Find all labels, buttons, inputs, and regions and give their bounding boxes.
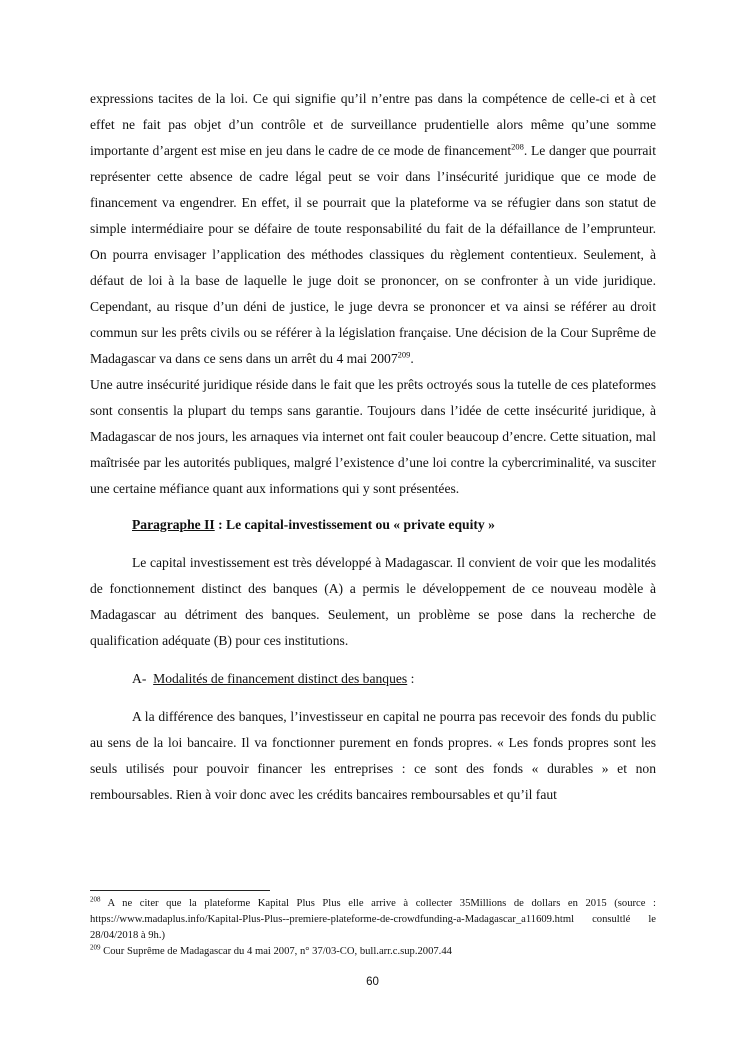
paragraph-1: [90, 86, 656, 372]
subheading-prefix: A-: [132, 671, 154, 686]
footnote-ref-209: 209: [397, 349, 411, 360]
section-heading-title: : Le capital-investissement ou « private equity »: [214, 517, 495, 532]
subheading-label: Modalités de financement distinct des banques: [153, 671, 408, 686]
footnote-text: Cour Suprême de Madagascar du 4 mai 2007, n° 37/03-CO, bull.arr.c.sup.2007.44: [100, 946, 452, 957]
section-heading-label: Paragraphe II: [132, 517, 215, 532]
subheading: [90, 666, 656, 692]
section-heading: [90, 512, 656, 538]
paragraph-1-text-c: .: [410, 351, 414, 366]
paragraph-1-text-b: . Le danger que pourrait représenter cette absence de cadre légal peut se voir dans l’insécurité juridique que ce mode de financement va engendrer. En effet, il se pourrait que la plateforme va se réfugier dans son statut de simple intermédiaire pour se défaire de toute responsabilité du fait de la défaillance de l’emprunteur. On pourra envisager l’application des méthodes classiques du règlement contentieux. Seulement, à défaut de loi à la base de laquelle le juge doit se prononcer, on se confronter à un vide juridique. Cependant, au risque d’un déni de justice, le juge devra se prononcer et va ainsi se référer au droit commun sur les prêts civils ou se référer à la législation française. Une décision de la Cour Suprême de Madagascar va dans ce sens dans un arrêt du 4 mai 2007: [90, 143, 656, 366]
footnote-209: [90, 944, 656, 960]
footnote-208: [90, 896, 656, 944]
footnote-number: 209: [90, 943, 101, 952]
body-text: [90, 86, 656, 808]
paragraph-1-text-a: expressions tacites de la loi. Ce qui signifie qu’il n’entre pas dans la compétence de celle-ci et à cet effet ne fait pas objet d’un contrôle et de surveillance prudentielle alors même qu’une somme importante d’argent est mise en jeu dans le cadre de ce mode de financement: [90, 91, 656, 158]
paragraph-2: Une autre insécurité juridique réside dans le fait que les prêts octroyés sous la tutelle de ces plateformes sont consentis la plupart du temps sans garantie. Toujours dans l’idée de cette insécurité juridique, à Madagascar de nos jours, les arnaques via internet ont fait couler beaucoup d’encre. Cette situation, mal maîtrisée par les autorités publiques, malgré l’existence d’une loi contre la cybercriminalité, va susciter une certaine méfiance quant aux informations qui y sont présentées.: [90, 377, 656, 496]
subheading-suffix: :: [407, 671, 415, 686]
footnote-ref-208: 208: [511, 141, 524, 152]
paragraph-3: Le capital investissement est très développé à Madagascar. Il convient de voir que les modalités de fonctionnement distinct des banques (A) a permis le développement de ce nouveau modèle à Madagascar au détriment des banques. Seulement, un problème se pose dans la recherche de qualification adéquate (B) pour ces institutions.: [90, 555, 656, 648]
footnotes: [90, 896, 656, 960]
footnote-number: 208: [90, 895, 101, 904]
page-number: 60: [366, 976, 379, 988]
footnote-text: A ne citer que la plateforme Kapital Plus Plus elle arrive à collecter 35Millions de dollars en 2015 (source : https://www.madaplus.info/Kapital-Plus-Plus--premiere-plateforme-de-crowdfunding-a-Madagascar_a11609.html consultlé le 28/04/2018 à 9h.): [90, 898, 656, 941]
footnote-separator: [90, 890, 270, 891]
paragraph-4: A la différence des banques, l’investisseur en capital ne pourra pas recevoir des fonds du public au sens de la loi bancaire. Il va fonctionner purement en fonds propres. « Les fonds propres sont les seuls utilisés pour pouvoir financer les entreprises : ce sont des fonds « durables » et non remboursables. Rien à voir donc avec les crédits bancaires remboursables et qu’il faut: [90, 709, 656, 802]
